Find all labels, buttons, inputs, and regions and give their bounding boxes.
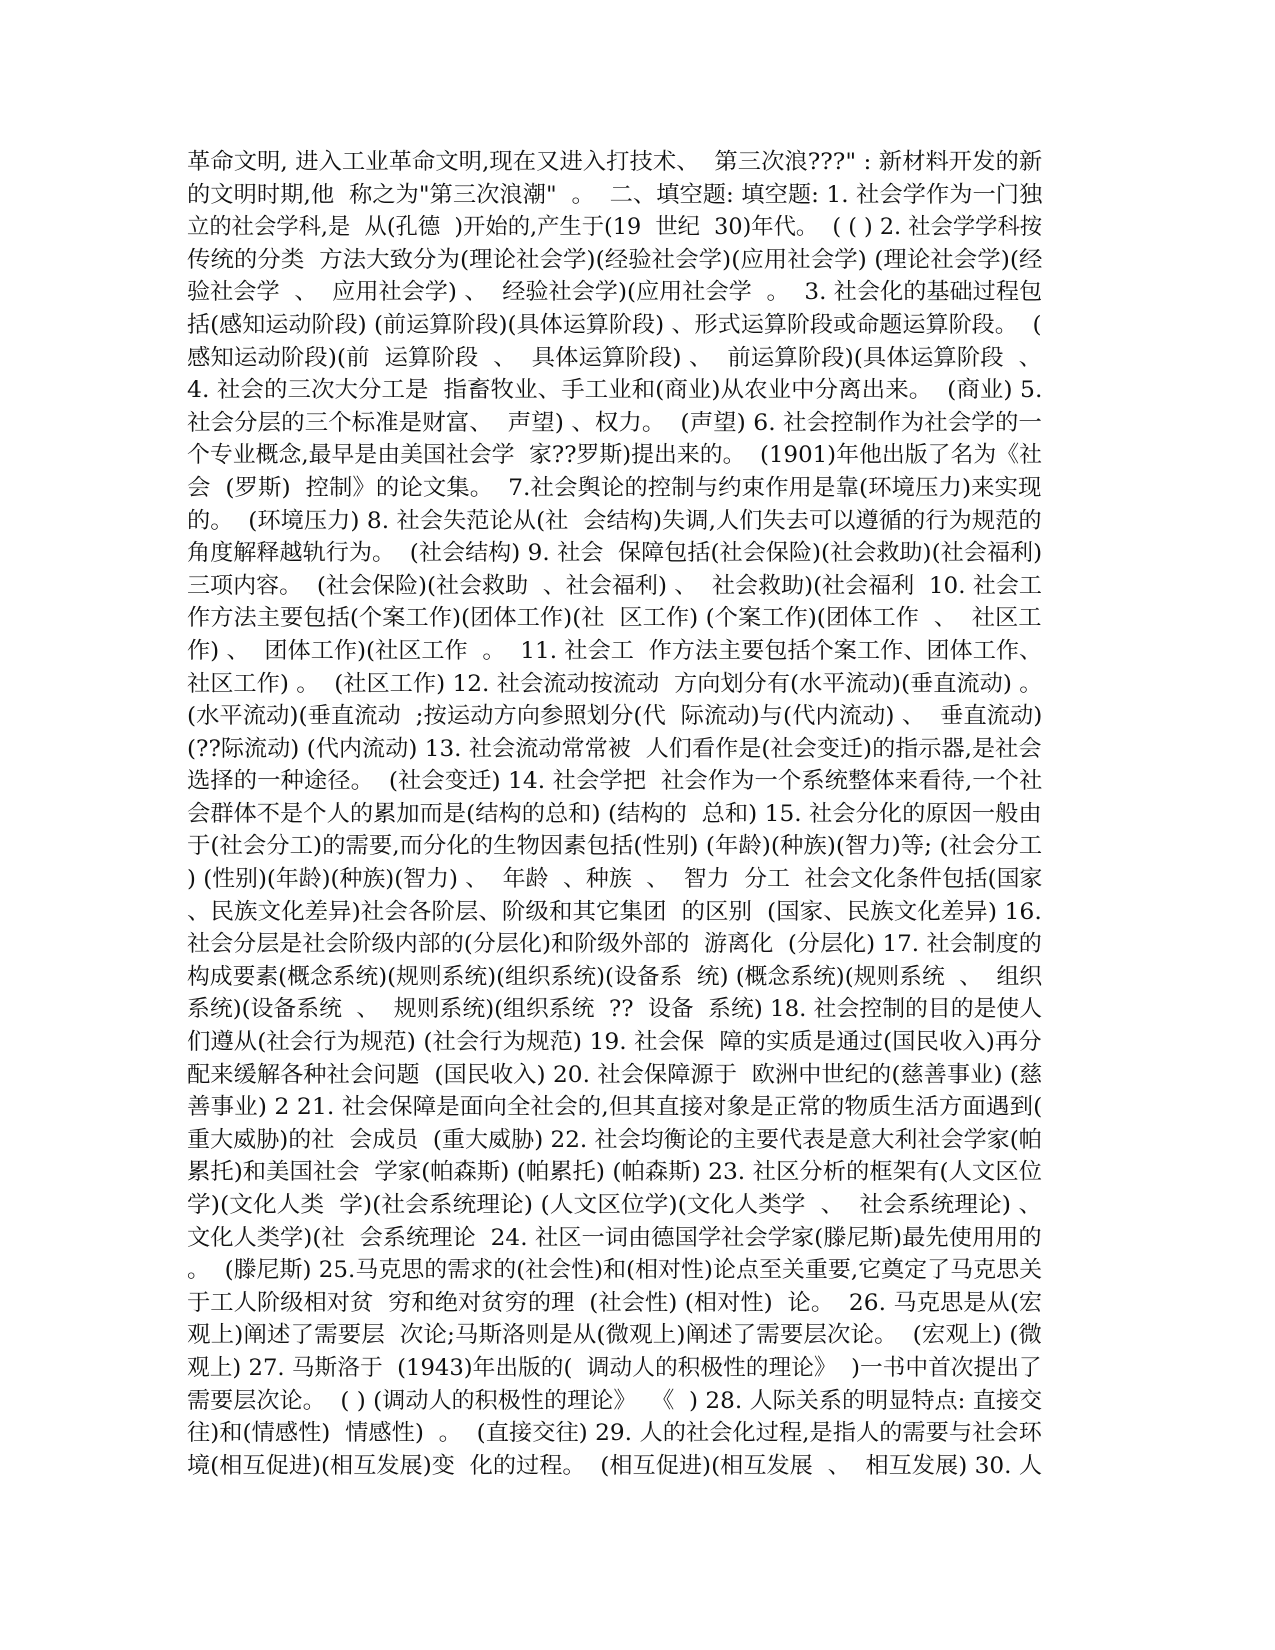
text-line: 构成要素(概念系统)(规则系统)(组织系统)(设备系 统) (概念系统)(规则系统 、 组织 [187, 963, 1043, 990]
text-line: 4. 社会的三次大分工是 指畜牧业、手工业和(商业)从农业中分离出来。 (商业) 5. [187, 377, 1043, 404]
text-line: 感知运动阶段)(前 运算阶段 、 具体运算阶段) 、 前运算阶段)(具体运算阶段 、 [187, 344, 1043, 371]
text-line: 个专业概念,最早是由美国社会学 家??罗斯)提出来的。 (1901)年他出版了名为《社 [187, 442, 1042, 469]
text-line: 重大威胁)的社 会成员 (重大威胁) 22. 社会均衡论的主要代表是意大利社会学家(帕 [187, 1126, 1042, 1153]
text-line: 境(相互促进)(相互发展)变 化的过程。 (相互促进)(相互发展 、 相互发展) 30. 人 [187, 1452, 1043, 1479]
text-line: (水平流动)(垂直流动 ;按运动方向参照划分(代 际流动)与(代内流动) 、 垂直流动) [187, 703, 1043, 730]
text-line: ) (性别)(年龄)(种族)(智力) 、 年龄 、种族 、 智力 分工 社会文化条件包括(国家 [187, 866, 1043, 893]
text-line: (??际流动) (代内流动) 13. 社会流动常常被 人们看作是(社会变迁)的指示器,是社会 [187, 735, 1042, 762]
body-text [187, 146, 1087, 1482]
text-line: 观上)阐述了需要层 次论;马斯洛则是从(微观上)阐述了需要层次论。 (宏观上) (微 [187, 1322, 1043, 1349]
text-line: 三项内容。 (社会保险)(社会救助 、社会福利) 、 社会救助)(社会福利 10. 社会工 [187, 572, 1042, 599]
text-line: 学)(文化人类 学)(社会系统理论) (人文区位学)(文化人类学 、 社会系统理论) 、 [187, 1192, 1043, 1218]
text-line: 于工人阶级相对贫 穷和绝对贫穷的理 (社会性) (相对性) 论。 26. 马克思是从(宏 [187, 1289, 1043, 1316]
text-line: 验社会学 、 应用社会学) 、 经验社会学)(应用社会学 。 3. 社会化的基础过程包 [187, 279, 1043, 306]
text-line: 会 (罗斯) 控制》的论文集。 7.社会舆论的控制与约束作用是靠(环境压力)来实现 [187, 474, 1042, 501]
text-line: 角度解释越轨行为。 (社会结构) 9. 社会 保障包括(社会保险)(社会救助)(社会福利) [187, 540, 1043, 567]
text-line: 需要层次论。 ( ) (调动人的积极性的理论》 《 ) 28. 人际关系的明显特点: 直接交 [187, 1387, 1043, 1414]
text-line: 累托)和美国社会 学家(帕森斯) (帕累托) (帕森斯) 23. 社区分析的框架有(人文区位 [187, 1159, 1042, 1186]
text-line: 社会分层是社会阶级内部的(分层化)和阶级外部的 游离化 (分层化) 17. 社会制度的 [187, 931, 1042, 958]
text-line: 往)和(情感性) 情感性) 。 (直接交往) 29. 人的社会化过程,是指人的需要与社会环 [187, 1420, 1042, 1447]
text-line: 选择的一种途径。 (社会变迁) 14. 社会学把 社会作为一个系统整体来看待,一个社 [187, 768, 1043, 795]
text-line: 系统)(设备系统 、 规则系统)(组织系统 ?? 设备 系统) 18. 社会控制的目的是使人 [187, 996, 1043, 1023]
text-line: 善事业) 2 21. 社会保障是面向全社会的,但其直接对象是正常的物质生活方面遇到( [187, 1094, 1043, 1121]
text-line: 括(感知运动阶段) (前运算阶段)(具体运算阶段) 、形式运算阶段或命题运算阶段。 ( [187, 311, 1042, 338]
text-line: 、民族文化差异)社会各阶层、阶级和其它集团 的区别 (国家、民族文化差异) 16. [187, 898, 1042, 925]
text-line: 作方法主要包括(个案工作)(团体工作)(社 区工作) (个案工作)(团体工作 、 社区工 [187, 605, 1042, 632]
text-line: 社会分层的三个标准是财富、 声望) 、权力。 (声望) 6. 社会控制作为社会学的一 [187, 409, 1042, 436]
text-line: 传统的分类 方法大致分为(理论社会学)(经验社会学)(应用社会学) (理论社会学)(经 [187, 246, 1043, 273]
text-line: 社区工作) 。 (社区工作) 12. 社会流动按流动 方向划分有(水平流动)(垂直流动) 。 [187, 670, 1043, 697]
text-line: 配来缓解各种社会问题 (国民收入) 20. 社会保障源于 欧洲中世纪的(慈善事业) (慈 [187, 1061, 1043, 1088]
text-line: 的。 (环境压力) 8. 社会失范论从(社 会结构)失调,人们失去可以遵循的行为规范的 [187, 507, 1042, 534]
text-line: 们遵从(社会行为规范) (社会行为规范) 19. 社会保 障的实质是通过(国民收入)再分 [187, 1029, 1042, 1056]
text-line: 观上) 27. 马斯洛于 (1943)年出版的( 调动人的积极性的理论》 )一书中首次提出了 [187, 1354, 1042, 1381]
text-line: 的文明时期,他 称之为"第三次浪潮" 。 二、填空题: 填空题: 1. 社会学作为一门独 [187, 181, 1043, 208]
text-line: 于(社会分工)的需要,而分化的生物因素包括(性别) (年龄)(种族)(智力)等; (社会分工 [187, 833, 1043, 860]
text-line: 会群体不是个人的累加而是(结构的总和) (结构的 总和) 15. 社会分化的原因一般由 [187, 800, 1042, 827]
text-line: 文化人类学)(社 会系统理论 24. 社区一词由德国学社会学家(滕尼斯)最先使用用的 [187, 1224, 1042, 1251]
text-line: 立的社会学科,是 从(孔德 )开始的,产生于(19 世纪 30)年代。 ( ( ) 2. 社会学学科按 [187, 214, 1043, 241]
text-line: 革命文明, 进入工业革命文明,现在又进入打技术、 第三次浪???" : 新材料开发的新 [187, 149, 1043, 175]
text-line: 作) 、 团体工作)(社区工作 。 11. 社会工 作方法主要包括个案工作、团体工作、 [187, 637, 1043, 664]
text-line: 。 (滕尼斯) 25.马克思的需求的(社会性)和(相对性)论点至关重要,它奠定了马克思关 [187, 1257, 1043, 1284]
